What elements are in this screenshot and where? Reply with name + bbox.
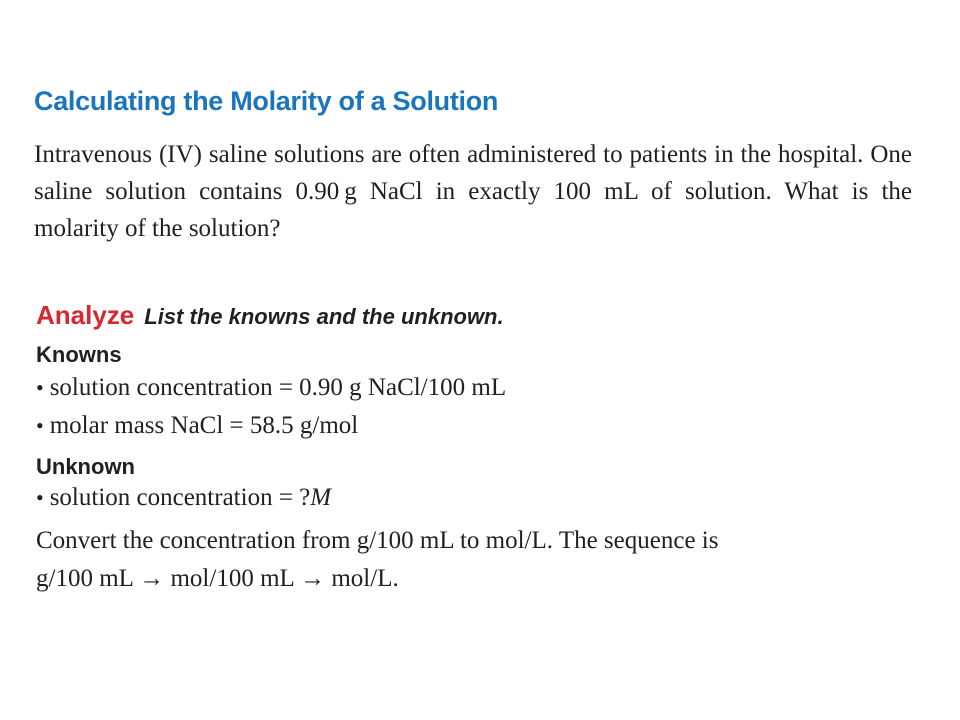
analyze-instruction: List the knowns and the unknown.	[144, 304, 504, 329]
bullet-icon: •	[36, 413, 44, 438]
unknown-heading: Unknown	[36, 454, 135, 479]
bullet-icon: •	[36, 485, 44, 510]
bullet-icon: •	[36, 375, 44, 400]
known-item	[36, 374, 506, 402]
known-item-text: molar mass NaCl = 58.5 g/mol	[49, 412, 359, 439]
known-item	[36, 412, 358, 440]
knowns-heading: Knowns	[36, 342, 122, 367]
section-title: Calculating the Molarity of a Solution	[34, 86, 499, 116]
molarity-symbol: M	[310, 484, 332, 511]
conversion-text	[36, 522, 932, 598]
known-item-text: solution concentration = 0.90 g NaCl/100 mL	[49, 374, 507, 401]
unknown-item	[36, 484, 331, 512]
analyze-row	[36, 300, 504, 331]
conversion-line-1: Convert the concentration from g/100 mL to mol/L. The sequence is	[36, 527, 719, 554]
analyze-label: Analyze	[36, 300, 135, 330]
conversion-sequence: g/100 mL → mol/100 mL → mol/L.	[36, 565, 399, 592]
unknown-item-text: solution concentration = ?	[49, 484, 311, 511]
problem-statement: Intravenous (IV) saline solutions are often administered to patients in the hospital. One saline solution contains 0.90 g NaCl in exactly 100 mL of solution. What is the molarity of the solution?	[34, 141, 912, 242]
